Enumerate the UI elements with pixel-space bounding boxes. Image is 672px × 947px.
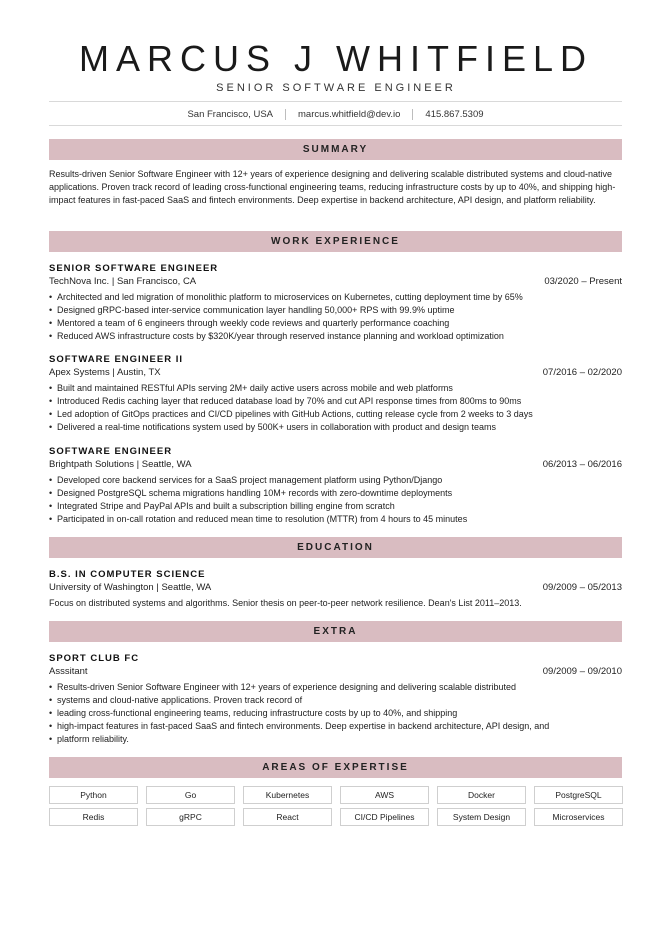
job-bullet: • Designed gRPC-based inter-service communication layer handling 50,000+ RPS with 99.9% uptime bbox=[49, 304, 622, 317]
job-bullet: • Architected and led migration of monolithic platform to microservices on Kubernetes, cutting deployment time by 65% bbox=[49, 291, 622, 304]
contact-bar bbox=[49, 103, 622, 125]
skill-chip: Redis bbox=[49, 808, 138, 826]
candidate-title: SENIOR SOFTWARE ENGINEER bbox=[216, 82, 456, 94]
skill-chip: Docker bbox=[437, 786, 526, 804]
job-bullet: • Reduced AWS infrastructure costs by $320K/year through reserved instance planning and workload optimization bbox=[49, 330, 622, 343]
skill-chip: System Design bbox=[437, 808, 526, 826]
job-title: SOFTWARE ENGINEER II bbox=[49, 354, 184, 365]
skill-chip: PostgreSQL bbox=[534, 786, 623, 804]
candidate-name: MARCUS J WHITFIELD bbox=[78, 38, 593, 79]
job-bullet: • Introduced Redis caching layer that reduced database load by 70% and cut API response times from 800ms to 90ms bbox=[49, 395, 622, 408]
extra-bullet-continuation: • platform reliability. bbox=[49, 733, 622, 746]
extra-bullet: • Results-driven Senior Software Engineer with 12+ years of experience designing and delivering scalable distributed bbox=[49, 681, 622, 694]
extra-bullets bbox=[49, 681, 622, 746]
job-bullets bbox=[49, 291, 622, 343]
job-bullet: • Built and maintained RESTful APIs serving 2M+ daily active users across mobile and web platforms bbox=[49, 382, 622, 395]
extra-org: SPORT CLUB FC bbox=[49, 653, 140, 664]
extra-bullet: • systems and cloud-native applications. Proven track record of bbox=[49, 694, 622, 707]
contact-bottom-rule bbox=[49, 125, 622, 126]
skill-chip: AWS bbox=[340, 786, 429, 804]
work-experience-heading: WORK EXPERIENCE bbox=[49, 231, 622, 252]
skill-chip: Python bbox=[49, 786, 138, 804]
skill-chip: CI/CD Pipelines bbox=[340, 808, 429, 826]
education-note: Focus on distributed systems and algorithms. Senior thesis on peer-to-peer network resilience. Dean's List 2011–2013. bbox=[49, 598, 522, 608]
job-company: Brightpath Solutions | Seattle, WA bbox=[49, 459, 192, 470]
skills-grid bbox=[49, 786, 622, 826]
job-bullet: • Developed core backend services for a SaaS project management platform using Python/Django bbox=[49, 474, 622, 487]
extra-bullet: • high-impact features in fast-paced SaaS and fintech environments. Deep expertise in backend architecture, API design, and bbox=[49, 720, 622, 733]
expertise-heading: AREAS OF EXPERTISE bbox=[49, 757, 622, 778]
job-meta bbox=[49, 276, 622, 289]
skill-chip: Microservices bbox=[534, 808, 623, 826]
education-heading: EDUCATION bbox=[49, 537, 622, 558]
contact-top-rule bbox=[49, 101, 622, 102]
job-dates: 07/2016 – 02/2020 bbox=[542, 367, 622, 378]
education-school: University of Washington | Seattle, WA bbox=[49, 582, 212, 593]
skill-chip: Go bbox=[146, 786, 235, 804]
skill-chip: Kubernetes bbox=[243, 786, 332, 804]
education-meta bbox=[49, 582, 622, 595]
job-bullet: • Participated in on-call rotation and reduced mean time to resolution (MTTR) from 4 hours to 45 minutes bbox=[49, 513, 622, 526]
contact-divider bbox=[285, 109, 286, 120]
job-company: TechNova Inc. | San Francisco, CA bbox=[49, 276, 197, 287]
extra-dates: 09/2009 – 09/2010 bbox=[542, 666, 622, 677]
job-meta bbox=[49, 367, 622, 380]
extra-role: Asssitant bbox=[49, 666, 88, 677]
job-title: SOFTWARE ENGINEER bbox=[49, 446, 173, 457]
job-dates: 03/2020 – Present bbox=[544, 276, 622, 287]
job-bullet: • Mentored a team of 6 engineers through weekly code reviews and quarterly performance coaching bbox=[49, 317, 622, 330]
summary-text: Results-driven Senior Software Engineer with 12+ years of experience designing and delivering scalable distributed systems and cloud-native applications. Proven track record of leading cross-functional engineering teams, reducing infrastructure costs by up to 40%, and shipping high-impact features in fast-paced SaaS and fintech environments. Deep expertise in backend architecture, API design, and platform reliability. bbox=[49, 169, 616, 205]
skill-chip: gRPC bbox=[146, 808, 235, 826]
extra-heading: EXTRA bbox=[49, 621, 622, 642]
job-bullet: • Led adoption of GitOps practices and CI/CD pipelines with GitHub Actions, cutting release cycle from 2 weeks to 3 days bbox=[49, 408, 622, 421]
job-company: Apex Systems | Austin, TX bbox=[49, 367, 161, 378]
job-meta bbox=[49, 459, 622, 472]
contact-email[interactable]: marcus.whitfield@dev.io bbox=[298, 108, 401, 120]
job-dates: 06/2013 – 06/2016 bbox=[542, 459, 622, 470]
job-bullet: • Delivered a real-time notifications system used by 500K+ users in collaboration with product and design teams bbox=[49, 421, 622, 434]
education-degree: B.S. IN COMPUTER SCIENCE bbox=[49, 569, 206, 580]
skill-chip: React bbox=[243, 808, 332, 826]
summary-heading: SUMMARY bbox=[49, 139, 622, 160]
extra-meta bbox=[49, 666, 622, 679]
job-bullets bbox=[49, 474, 622, 526]
contact-divider bbox=[412, 109, 413, 120]
extra-bullet: • leading cross-functional engineering teams, reducing infrastructure costs by up to 40%, and shipping bbox=[49, 707, 622, 720]
contact-phone[interactable]: 415.867.5309 bbox=[425, 108, 484, 120]
job-bullet: • Integrated Stripe and PayPal APIs and built a subscription billing engine from scratch bbox=[49, 500, 622, 513]
education-dates: 09/2009 – 05/2013 bbox=[542, 582, 622, 593]
job-title: SENIOR SOFTWARE ENGINEER bbox=[49, 263, 219, 274]
job-bullets bbox=[49, 382, 622, 434]
contact-location: San Francisco, USA bbox=[187, 108, 273, 120]
job-bullet: • Designed PostgreSQL schema migrations handling 10M+ records with zero-downtime deployments bbox=[49, 487, 622, 500]
